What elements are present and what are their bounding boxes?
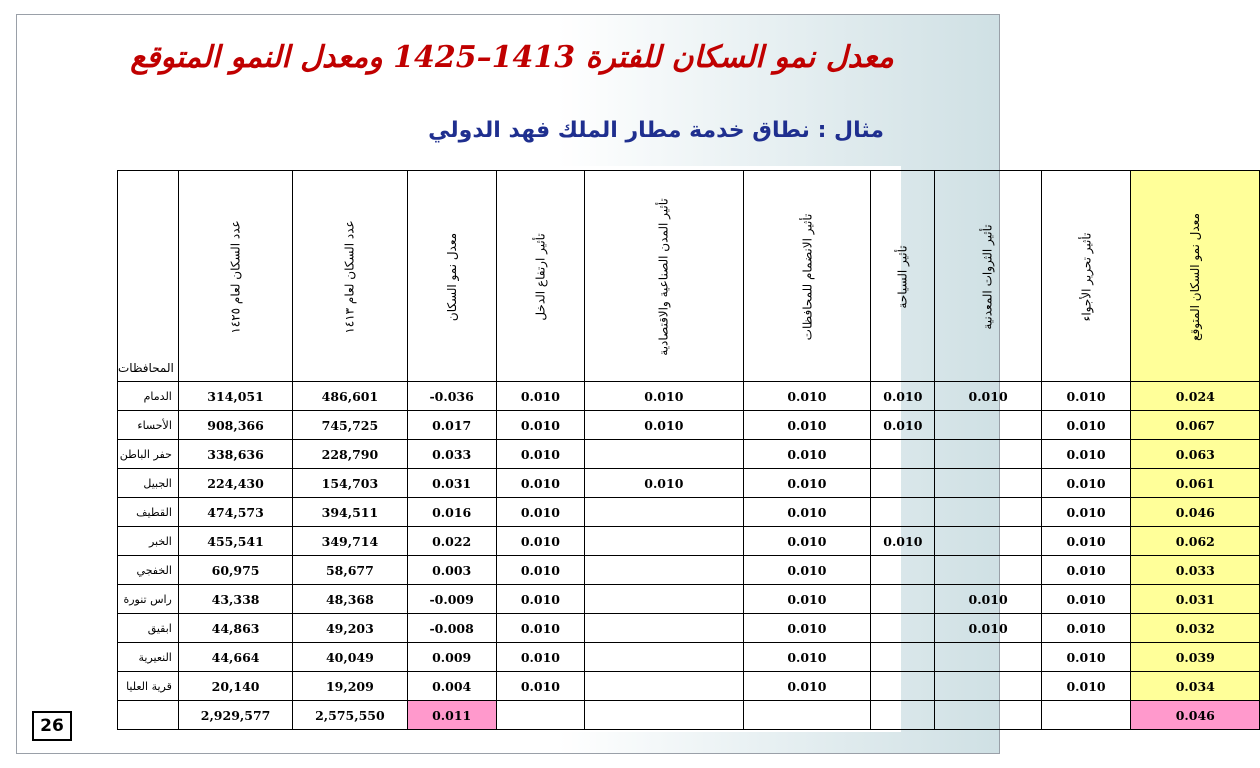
growth-table [117,170,1260,730]
expected-growth-cell: 0.046 [1131,701,1260,730]
table-cell: 0.010 [1041,498,1131,527]
table-cell: 0.010 [496,672,584,701]
table-cell: 455,541 [178,527,292,556]
table-cell: 0.010 [496,614,584,643]
table-cell [585,672,743,701]
table-cell: 0.010 [743,382,871,411]
table-cell: 0.010 [871,527,935,556]
governorate-name: حفر الباطن [118,440,179,469]
table-cell: 0.010 [1041,382,1131,411]
column-header [293,171,407,382]
expected-growth-cell: 0.061 [1131,469,1260,498]
table-cell: 338,636 [178,440,292,469]
table-cell: 0.010 [1041,643,1131,672]
table-cell [935,411,1041,440]
table-cell [585,556,743,585]
table-cell: 0.010 [743,585,871,614]
table-cell [871,440,935,469]
table-cell: 2,929,577 [178,701,292,730]
table-cell [935,643,1041,672]
slide-title: معدل نمو السكان للفترة 1413–1425 ومعدل النمو المتوقع [130,40,894,75]
table-cell: 0.010 [585,411,743,440]
table-cell: 0.010 [935,585,1041,614]
column-header [178,171,292,382]
table-cell: 0.010 [743,672,871,701]
governorate-name: قرية العليا [118,672,179,701]
table-cell: 60,975 [178,556,292,585]
table-row [118,527,1260,556]
table-cell [871,469,935,498]
table-cell: 474,573 [178,498,292,527]
table-cell [1041,701,1131,730]
table-cell: 0.010 [1041,585,1131,614]
table-cell [935,672,1041,701]
table-cell: 0.031 [407,469,496,498]
expected-growth-header [1131,171,1260,382]
table-cell [935,440,1041,469]
expected-growth-cell: 0.034 [1131,672,1260,701]
table-cell: 0.033 [407,440,496,469]
table-cell: 0.010 [935,614,1041,643]
table-cell: 0.003 [407,556,496,585]
table-body [118,382,1260,730]
table-cell [871,585,935,614]
table-cell: 0.010 [743,527,871,556]
table-cell [585,585,743,614]
table-cell [871,498,935,527]
table-cell: 0.010 [1041,527,1131,556]
table-row [118,556,1260,585]
table-cell: 0.010 [743,469,871,498]
governorate-name: الخفجي [118,556,179,585]
table-cell [871,701,935,730]
table-cell [585,440,743,469]
table-cell: -0.009 [407,585,496,614]
table-cell: 224,430 [178,469,292,498]
table-cell: 0.010 [743,556,871,585]
table-cell: 0.010 [743,440,871,469]
table-row [118,382,1260,411]
table-cell [585,614,743,643]
table-cell: 2,575,550 [293,701,407,730]
table-cell: 0.010 [1041,556,1131,585]
table-cell [935,527,1041,556]
column-header-label: عدد السكان لعام ١٤١٣ [342,219,357,334]
table-cell [935,556,1041,585]
expected-growth-cell: 0.032 [1131,614,1260,643]
expected-growth-cell: 0.031 [1131,585,1260,614]
column-header-label: معدل نمو السكان المتوقع [1188,212,1203,341]
governorate-name [118,701,179,730]
table-cell: 0.010 [496,498,584,527]
table-cell [935,498,1041,527]
column-header [585,171,743,382]
governorate-name: القطيف [118,498,179,527]
expected-growth-cell: 0.062 [1131,527,1260,556]
table-cell: 394,511 [293,498,407,527]
table-cell: 0.010 [743,614,871,643]
table-row [118,469,1260,498]
table-row [118,440,1260,469]
table-cell: 0.010 [743,498,871,527]
slide-subtitle: مثال : نطاق خدمة مطار الملك فهد الدولي [428,118,884,143]
table-cell: 48,368 [293,585,407,614]
governorate-name: راس تنورة [118,585,179,614]
table-cell: 154,703 [293,469,407,498]
table-cell [871,614,935,643]
table-cell: 0.010 [1041,672,1131,701]
column-header [496,171,584,382]
table-cell: 0.010 [496,527,584,556]
table-cell: 0.010 [496,469,584,498]
table-cell: 20,140 [178,672,292,701]
governorate-name: الأحساء [118,411,179,440]
expected-growth-cell: 0.063 [1131,440,1260,469]
table-cell [585,701,743,730]
expected-growth-cell: 0.046 [1131,498,1260,527]
column-header-label: تأثير ارتفاع الدخل [533,232,548,321]
table-cell: 0.010 [935,382,1041,411]
table-cell: 486,601 [293,382,407,411]
table-cell [935,469,1041,498]
table-cell: 0.010 [496,585,584,614]
table-cell [871,672,935,701]
table-cell [871,556,935,585]
table-cell [585,527,743,556]
table-cell: -0.036 [407,382,496,411]
table-row [118,411,1260,440]
table-row [118,585,1260,614]
header-row [118,171,1260,382]
column-header [743,171,871,382]
table-cell: 0.016 [407,498,496,527]
table-cell: 44,863 [178,614,292,643]
column-header-label: تأثير السياحة [895,244,910,309]
table-cell [935,701,1041,730]
table-cell: 0.022 [407,527,496,556]
table-cell [585,498,743,527]
table-cell: 40,049 [293,643,407,672]
column-header-label: معدل نمو السكان [444,232,459,321]
table-cell: 43,338 [178,585,292,614]
column-header-label: تأثير تحرير الأجواء [1079,232,1094,321]
table-cell: 0.010 [743,643,871,672]
table-cell: 0.017 [407,411,496,440]
table-cell: 0.010 [496,382,584,411]
table-cell [496,701,584,730]
governorates-header: المحافظات [118,171,179,382]
table-row [118,498,1260,527]
table-row [118,614,1260,643]
governorate-name: الجبيل [118,469,179,498]
table-cell: 314,051 [178,382,292,411]
table-cell: 19,209 [293,672,407,701]
expected-growth-cell: 0.039 [1131,643,1260,672]
table-cell: 0.010 [1041,440,1131,469]
table-cell: 349,714 [293,527,407,556]
table-cell: 0.010 [1041,411,1131,440]
governorate-name: النعيرية [118,643,179,672]
table-cell: 908,366 [178,411,292,440]
expected-growth-cell: 0.024 [1131,382,1260,411]
table-cell: 0.010 [1041,469,1131,498]
table-cell: 0.010 [585,469,743,498]
table-row [118,672,1260,701]
column-header-label: تأثير المدن الصناعية والاقتصادية [656,197,671,356]
table-row [118,701,1260,730]
column-header [871,171,935,382]
table-row [118,643,1260,672]
table-container [115,166,1215,732]
expected-growth-cell: 0.033 [1131,556,1260,585]
column-header [935,171,1041,382]
expected-growth-cell: 0.067 [1131,411,1260,440]
table-cell: 0.011 [407,701,496,730]
table-cell: 0.010 [585,382,743,411]
table-cell [585,643,743,672]
table-cell: 0.010 [871,382,935,411]
table-cell: 0.004 [407,672,496,701]
column-header [1041,171,1131,382]
table-cell: 0.010 [496,643,584,672]
table-cell [871,643,935,672]
table-cell: 0.010 [496,411,584,440]
table-cell: 0.009 [407,643,496,672]
page-number: 26 [32,711,72,741]
column-header-label: تأثير الانضمام للمحافظات [799,213,814,340]
table-cell: 0.010 [1041,614,1131,643]
governorate-name: ابقيق [118,614,179,643]
table-cell: 58,677 [293,556,407,585]
table-cell: 228,790 [293,440,407,469]
table-cell: -0.008 [407,614,496,643]
table-cell: 44,664 [178,643,292,672]
table-cell: 49,203 [293,614,407,643]
column-header [407,171,496,382]
table-cell: 0.010 [496,556,584,585]
governorate-name: الدمام [118,382,179,411]
table-cell [743,701,871,730]
table-cell: 0.010 [743,411,871,440]
column-header-label: تأثير الثروات المعدنية [981,223,996,330]
column-header-label: عدد السكان لعام ١٤٢٥ [228,219,243,334]
table-cell: 0.010 [871,411,935,440]
table-cell: 0.010 [496,440,584,469]
governorate-name: الخبر [118,527,179,556]
table-cell: 745,725 [293,411,407,440]
